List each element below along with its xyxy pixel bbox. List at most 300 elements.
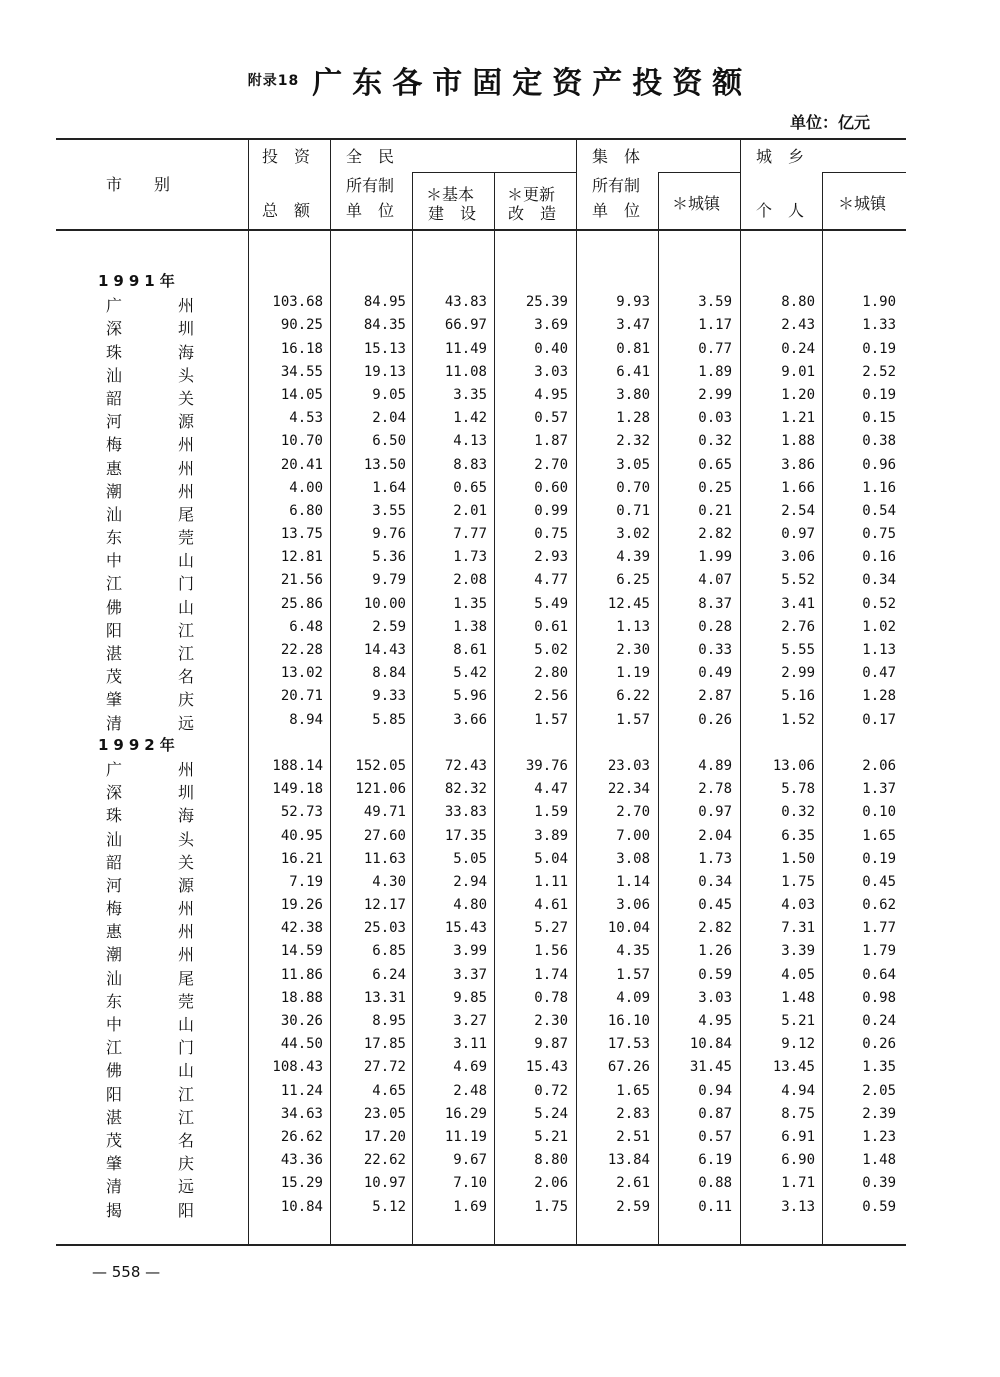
city-name-char-1: 潮 — [106, 945, 123, 965]
table-cell: 10.04 — [607, 920, 650, 937]
table-cell: 0.10 — [862, 804, 896, 821]
table-cell: 0.59 — [862, 1198, 896, 1215]
table-cell: 26.62 — [280, 1128, 323, 1145]
table-cell: 2.87 — [698, 688, 732, 705]
table-cell: 2.59 — [616, 1198, 650, 1215]
table-cell: 13.06 — [772, 757, 815, 774]
city-name-char-2: 州 — [178, 899, 195, 919]
table-row — [0, 1196, 1000, 1219]
table-cell: 15.29 — [280, 1175, 323, 1192]
table-cell: 6.90 — [781, 1152, 815, 1169]
table-cell: 1.64 — [372, 479, 406, 496]
table-cell: 2.99 — [698, 386, 732, 403]
table-cell: 0.19 — [862, 340, 896, 357]
table-cell: 6.85 — [372, 943, 406, 960]
city-name-char-1: 湛 — [106, 644, 123, 663]
city-name-char-2: 州 — [178, 922, 195, 942]
table-row — [0, 801, 1000, 824]
table-cell: 2.39 — [862, 1105, 896, 1122]
city-name-char-1: 深 — [106, 783, 123, 803]
table-row — [0, 940, 1000, 963]
table-cell: 2.70 — [616, 804, 650, 821]
city-name-char-2: 头 — [178, 829, 195, 849]
city-name-char-1: 江 — [106, 574, 123, 594]
city-name-char-2: 庆 — [178, 690, 195, 710]
table-cell: 6.24 — [372, 966, 406, 983]
city-name-char-2: 关 — [178, 388, 195, 408]
table-cell: 6.48 — [289, 618, 323, 635]
city-name-char-2: 名 — [178, 667, 195, 687]
city-name-char-2: 江 — [178, 1107, 195, 1127]
city-name-char-1: 湛 — [106, 1107, 123, 1127]
table-row — [0, 523, 1000, 546]
table-cell: 2.82 — [698, 920, 732, 937]
table-cell: 7.31 — [781, 920, 815, 937]
table-cell: 0.24 — [862, 1013, 896, 1029]
table-cell: 4.03 — [781, 897, 815, 914]
city-name-char-2: 州 — [178, 435, 195, 455]
city-name-char-1: 惠 — [106, 458, 123, 478]
table-cell: 44.50 — [280, 1036, 323, 1053]
table-cell: 108.43 — [272, 1059, 323, 1076]
table-cell: 0.26 — [862, 1036, 896, 1053]
table-cell: 1.65 — [616, 1082, 650, 1099]
table-cell: 12.17 — [363, 897, 406, 914]
table-cell: 1.21 — [781, 410, 815, 427]
table-cell: 3.66 — [453, 711, 487, 728]
header-rural-top: 城 乡 — [756, 147, 805, 166]
city-name-char-2: 阳 — [178, 1200, 195, 1220]
table-row — [0, 1103, 1000, 1126]
table-row — [0, 1080, 1000, 1103]
table-row — [0, 314, 1000, 337]
page-number: — 558 — — [92, 1263, 161, 1281]
table-cell: 10.00 — [363, 595, 406, 612]
table-cell: 9.87 — [534, 1036, 568, 1053]
city-name-char-1: 汕 — [106, 968, 123, 988]
table-cell: 2.06 — [534, 1175, 568, 1192]
table-cell: 1.02 — [862, 618, 896, 635]
year-heading — [0, 732, 1000, 755]
table-row — [0, 361, 1000, 384]
table-cell: 19.13 — [363, 363, 406, 380]
unit-label: 单位：亿元 — [790, 113, 871, 132]
table-cell: 8.94 — [289, 711, 323, 728]
table-cell: 2.80 — [534, 665, 568, 682]
table-row — [0, 778, 1000, 801]
city-name-char-2: 源 — [178, 412, 195, 432]
table-cell: 5.12 — [372, 1198, 406, 1215]
table-cell: 2.93 — [534, 549, 568, 566]
year-heading — [0, 268, 1000, 291]
page-title: 广东各市固定资产投资额 — [312, 66, 753, 101]
table-cell: 2.99 — [781, 665, 815, 682]
table-cell: 1.89 — [698, 363, 732, 380]
table-row — [0, 871, 1000, 894]
table-cell: 3.08 — [616, 850, 650, 867]
table-row — [0, 987, 1000, 1010]
header-state-bottom: 单 位 — [346, 201, 395, 220]
table-row — [0, 500, 1000, 523]
table-cell: 14.43 — [363, 642, 406, 658]
table-cell: 5.21 — [781, 1013, 815, 1029]
table-cell: 0.49 — [698, 665, 732, 682]
table-cell: 10.84 — [689, 1036, 732, 1053]
city-name-char-1: 茂 — [106, 1130, 123, 1150]
table-cell: 20.71 — [280, 688, 323, 705]
city-name-char-2: 州 — [178, 945, 195, 965]
table-row — [0, 430, 1000, 453]
table-cell: 10.70 — [280, 433, 323, 450]
table-cell: 31.45 — [689, 1059, 732, 1076]
city-name-char-2: 门 — [178, 574, 195, 594]
table-cell: 5.04 — [534, 850, 568, 867]
table-cell: 2.32 — [616, 433, 650, 450]
table-cell: 1.77 — [862, 920, 896, 937]
table-cell: 0.57 — [698, 1128, 732, 1145]
table-cell: 21.56 — [280, 572, 323, 589]
table-cell: 0.54 — [862, 502, 896, 519]
table-cell: 3.69 — [534, 317, 568, 334]
table-cell: 17.20 — [363, 1128, 406, 1145]
table-cell: 2.51 — [616, 1128, 650, 1145]
table-cell: 10.84 — [280, 1198, 323, 1215]
city-name-char-2: 尾 — [178, 968, 195, 988]
table-cell: 0.34 — [698, 873, 732, 890]
table-cell: 0.60 — [534, 479, 568, 496]
table-cell: 2.61 — [616, 1175, 650, 1192]
table-cell: 2.30 — [534, 1013, 568, 1029]
city-name-char-1: 梅 — [106, 435, 123, 455]
table-cell: 2.43 — [781, 317, 815, 334]
city-name-char-2: 远 — [178, 713, 195, 733]
table-cell: 67.26 — [607, 1059, 650, 1076]
table-cell: 2.48 — [453, 1082, 487, 1099]
table-cell: 0.34 — [862, 572, 896, 589]
table-cell: 11.63 — [363, 850, 406, 867]
table-cell: 8.95 — [372, 1013, 406, 1029]
table-cell: 0.97 — [698, 804, 732, 821]
table-cell: 103.68 — [272, 294, 323, 311]
table-cell: 3.02 — [616, 526, 650, 543]
table-row — [0, 407, 1000, 430]
table-cell: 4.65 — [372, 1082, 406, 1099]
table-cell: 6.91 — [781, 1128, 815, 1145]
table-cell: 1.50 — [781, 850, 815, 867]
city-name-char-1: 汕 — [106, 504, 123, 524]
table-cell: 2.56 — [534, 688, 568, 705]
table-cell: 4.35 — [616, 943, 650, 960]
table-cell: 0.17 — [862, 711, 896, 728]
city-name-char-2: 江 — [178, 620, 195, 640]
table-row — [0, 291, 1000, 314]
table-cell: 1.75 — [534, 1198, 568, 1215]
table-row — [0, 639, 1000, 662]
table-cell: 0.28 — [698, 618, 732, 635]
table-cell: 15.43 — [525, 1059, 568, 1076]
header-renew-top: ＊更新 — [507, 185, 556, 204]
table-cell: 13.02 — [280, 665, 323, 682]
table-cell: 0.33 — [698, 642, 732, 658]
subheader-rule-rural — [822, 172, 906, 173]
header-collective-mid: 所有制 — [592, 176, 641, 195]
table-cell: 15.13 — [363, 340, 406, 357]
header-rural-bottom: 个 人 — [756, 201, 805, 220]
table-cell: 0.19 — [862, 386, 896, 403]
table-cell: 4.95 — [698, 1013, 732, 1029]
table-cell: 0.45 — [862, 873, 896, 890]
table-cell: 0.32 — [781, 804, 815, 821]
table-cell: 25.86 — [280, 595, 323, 612]
table-cell: 9.76 — [372, 526, 406, 543]
table-cell: 1.71 — [781, 1175, 815, 1192]
city-name-char-2: 庆 — [178, 1154, 195, 1174]
table-cell: 3.06 — [616, 897, 650, 914]
city-name-char-1: 广 — [106, 296, 123, 316]
table-cell: 23.05 — [363, 1105, 406, 1122]
table-cell: 17.53 — [607, 1036, 650, 1053]
city-name-char-1: 梅 — [106, 899, 123, 919]
table-cell: 1.56 — [534, 943, 568, 960]
header-state-mid: 所有制 — [346, 176, 395, 195]
table-cell: 3.47 — [616, 317, 650, 334]
city-name-char-1: 韶 — [106, 388, 123, 408]
city-name-char-1: 佛 — [106, 597, 123, 617]
table-cell: 0.81 — [616, 340, 650, 357]
table-cell: 0.75 — [862, 526, 896, 543]
table-cell: 4.61 — [534, 897, 568, 914]
table-row — [0, 1149, 1000, 1172]
table-cell: 11.08 — [444, 363, 487, 380]
table-cell: 1.48 — [862, 1152, 896, 1169]
table-cell: 43.36 — [280, 1152, 323, 1169]
table-cell: 0.62 — [862, 897, 896, 914]
table-cell: 8.80 — [534, 1152, 568, 1169]
table-cell: 84.95 — [363, 294, 406, 311]
city-name-char-1: 广 — [106, 759, 123, 779]
table-cell: 0.19 — [862, 850, 896, 867]
header-rural-town: ＊城镇 — [838, 194, 887, 213]
table-cell: 1.57 — [534, 711, 568, 728]
table-cell: 0.72 — [534, 1082, 568, 1099]
city-name-char-1: 佛 — [106, 1061, 123, 1081]
table-cell: 1.17 — [698, 317, 732, 334]
city-name-char-2: 州 — [178, 458, 195, 478]
table-cell: 2.83 — [616, 1105, 650, 1122]
table-cell: 0.70 — [616, 479, 650, 496]
city-name-char-2: 名 — [178, 1130, 195, 1150]
table-cell: 1.42 — [453, 410, 487, 427]
table-cell: 9.67 — [453, 1152, 487, 1169]
city-name-char-1: 汕 — [106, 365, 123, 385]
table-row — [0, 755, 1000, 778]
table-cell: 2.01 — [453, 502, 487, 519]
table-cell: 4.80 — [453, 897, 487, 914]
table-cell: 149.18 — [272, 781, 323, 798]
table-cell: 11.19 — [444, 1128, 487, 1145]
table-cell: 22.34 — [607, 781, 650, 798]
city-name-char-2: 圳 — [178, 319, 195, 339]
city-name-char-1: 江 — [106, 1038, 123, 1058]
table-cell: 0.65 — [453, 479, 487, 496]
table-cell: 0.11 — [698, 1198, 732, 1215]
table-cell: 1.28 — [616, 410, 650, 427]
city-name-char-1: 汕 — [106, 829, 123, 849]
table-cell: 4.09 — [616, 989, 650, 1006]
city-name-char-2: 关 — [178, 852, 195, 872]
table-cell: 27.60 — [363, 827, 406, 844]
table-row — [0, 338, 1000, 361]
table-cell: 72.43 — [444, 757, 487, 774]
table-cell: 4.00 — [289, 479, 323, 496]
table-cell: 40.95 — [280, 827, 323, 844]
table-row — [0, 848, 1000, 871]
table-cell: 22.28 — [280, 642, 323, 658]
table-cell: 4.30 — [372, 873, 406, 890]
city-name-char-1: 韶 — [106, 852, 123, 872]
table-cell: 42.38 — [280, 920, 323, 937]
table-cell: 10.97 — [363, 1175, 406, 1192]
table-cell: 39.76 — [525, 757, 568, 774]
table-cell: 2.08 — [453, 572, 487, 589]
table-cell: 0.99 — [534, 502, 568, 519]
table-cell: 1.73 — [698, 850, 732, 867]
table-cell: 3.13 — [781, 1198, 815, 1215]
city-name-char-2: 海 — [178, 806, 195, 826]
city-name-char-2: 州 — [178, 759, 195, 779]
table-cell: 1.19 — [616, 665, 650, 682]
table-cell: 0.16 — [862, 549, 896, 566]
table-cell: 1.48 — [781, 989, 815, 1006]
table-cell: 4.39 — [616, 549, 650, 566]
city-name-char-1: 深 — [106, 319, 123, 339]
table-cell: 13.50 — [363, 456, 406, 473]
table-cell: 8.75 — [781, 1105, 815, 1122]
table-cell: 0.57 — [534, 410, 568, 427]
table-cell: 14.05 — [280, 386, 323, 403]
table-cell: 3.55 — [372, 502, 406, 519]
table-cell: 3.89 — [534, 827, 568, 844]
header-total-top: 投 资 — [262, 147, 311, 166]
table-cell: 7.10 — [453, 1175, 487, 1192]
city-name-char-2: 远 — [178, 1177, 195, 1197]
table-cell: 34.63 — [280, 1105, 323, 1122]
table-cell: 43.83 — [444, 294, 487, 311]
table-cell: 22.62 — [363, 1152, 406, 1169]
table-cell: 0.61 — [534, 618, 568, 635]
table-cell: 90.25 — [280, 317, 323, 334]
table-cell: 11.24 — [280, 1082, 323, 1099]
table-cell: 1.16 — [862, 479, 896, 496]
table-cell: 9.01 — [781, 363, 815, 380]
table-cell: 16.10 — [607, 1013, 650, 1029]
table-cell: 7.00 — [616, 827, 650, 844]
header-basic-bottom: 建 设 — [428, 204, 477, 223]
header-renew-bottom: 改 造 — [508, 204, 557, 223]
city-name-char-2: 山 — [178, 1061, 195, 1081]
table-cell: 0.75 — [534, 526, 568, 543]
table-bottom-rule — [56, 1244, 906, 1246]
table-cell: 1.73 — [453, 549, 487, 566]
city-name-char-2: 山 — [178, 1015, 195, 1034]
city-name-char-2: 州 — [178, 296, 195, 316]
table-row — [0, 825, 1000, 848]
table-cell: 0.88 — [698, 1175, 732, 1192]
table-cell: 9.05 — [372, 386, 406, 403]
table-cell: 25.39 — [525, 294, 568, 311]
table-cell: 0.87 — [698, 1105, 732, 1122]
table-cell: 0.97 — [781, 526, 815, 543]
city-name-char-2: 源 — [178, 875, 195, 895]
table-cell: 13.75 — [280, 526, 323, 543]
city-name-char-1: 清 — [106, 713, 123, 733]
table-row — [0, 477, 1000, 500]
table-cell: 1.35 — [862, 1059, 896, 1076]
table-cell: 9.85 — [453, 989, 487, 1006]
table-cell: 1.38 — [453, 618, 487, 635]
table-cell: 0.77 — [698, 340, 732, 357]
table-cell: 2.76 — [781, 618, 815, 635]
table-cell: 4.95 — [534, 386, 568, 403]
table-cell: 9.33 — [372, 688, 406, 705]
table-cell: 13.31 — [363, 989, 406, 1006]
city-name-char-1: 惠 — [106, 922, 123, 942]
city-name-char-1: 珠 — [106, 342, 123, 362]
table-cell: 1.59 — [534, 804, 568, 821]
city-name-char-1: 肇 — [106, 1154, 123, 1174]
table-cell: 1.69 — [453, 1198, 487, 1215]
table-cell: 8.37 — [698, 595, 732, 612]
table-row — [0, 1056, 1000, 1079]
table-cell: 3.59 — [698, 294, 732, 311]
table-cell: 1.75 — [781, 873, 815, 890]
table-cell: 6.50 — [372, 433, 406, 450]
table-cell: 6.25 — [616, 572, 650, 589]
table-cell: 1.52 — [781, 711, 815, 728]
header-city: 市 别 — [106, 175, 171, 194]
table-row — [0, 709, 1000, 732]
table-cell: 33.83 — [444, 804, 487, 821]
table-cell: 3.86 — [781, 456, 815, 473]
table-row — [0, 917, 1000, 940]
table-cell: 4.05 — [781, 966, 815, 983]
city-name-char-1: 中 — [106, 1015, 123, 1034]
table-cell: 0.71 — [616, 502, 650, 519]
table-cell: 0.52 — [862, 595, 896, 612]
table-cell: 0.65 — [698, 456, 732, 473]
header-collective-bottom: 单 位 — [592, 201, 641, 220]
header-collective-town: ＊城镇 — [672, 194, 721, 213]
table-cell: 1.66 — [781, 479, 815, 496]
table-cell: 1.33 — [862, 317, 896, 334]
table-cell: 0.25 — [698, 479, 732, 496]
city-name-char-1: 肇 — [106, 690, 123, 710]
table-cell: 1.28 — [862, 688, 896, 705]
subheader-rule-collective — [658, 172, 740, 173]
table-cell: 2.05 — [862, 1082, 896, 1099]
city-name-char-2: 圳 — [178, 783, 195, 803]
table-cell: 0.24 — [781, 340, 815, 357]
table-cell: 20.41 — [280, 456, 323, 473]
table-cell: 49.71 — [363, 804, 406, 821]
table-row — [0, 964, 1000, 987]
table-cell: 7.19 — [289, 873, 323, 890]
city-name-char-2: 尾 — [178, 504, 195, 524]
city-name-char-1: 东 — [106, 528, 123, 548]
table-cell: 0.78 — [534, 989, 568, 1006]
city-name-char-1: 河 — [106, 875, 123, 895]
table-cell: 188.14 — [272, 757, 323, 774]
